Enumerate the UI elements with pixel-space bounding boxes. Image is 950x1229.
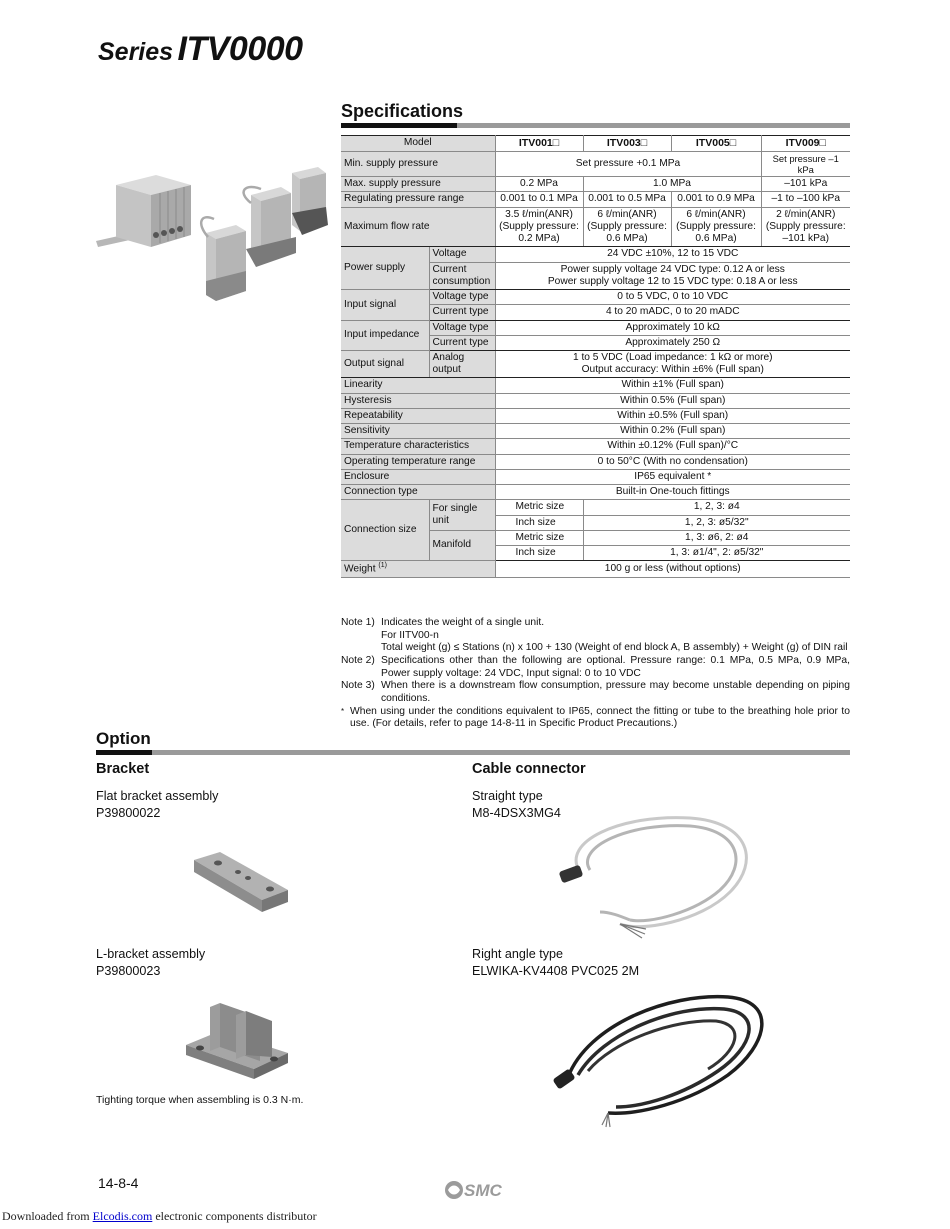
bracket-heading: Bracket [96, 761, 150, 777]
table-row [341, 408, 850, 423]
right-angle-cable-image [548, 985, 770, 1130]
output-signal-value [495, 350, 850, 377]
conn-type-label: Connection type [341, 485, 495, 500]
reg-range-value-001: 0.001 to 0.1 MPa [495, 192, 583, 207]
straight-cable-image [550, 812, 755, 942]
l-bracket-code: P39800023 [96, 963, 161, 978]
current-consumption-value [495, 262, 850, 289]
current-consumption-label-line: Current [432, 263, 467, 275]
specifications-heading-rule [341, 123, 850, 128]
table-row [341, 393, 850, 408]
table-row [341, 290, 850, 305]
reg-range-value-003: 0.001 to 0.5 MPa [583, 192, 671, 207]
analog-output-label-line: Analog [432, 351, 465, 363]
temp-char-label: Temperature characteristics [341, 439, 495, 454]
flat-bracket-image [190, 850, 292, 916]
enclosure-value: IP65 equivalent * [495, 469, 850, 484]
single-unit-label [429, 500, 495, 530]
repeatability-label: Repeatability [341, 408, 495, 423]
min-supply-label: Min. supply pressure [341, 151, 495, 177]
note-3-text: When there is a downstream flow consumption, pressure may become unstable depending on piping conditions. [381, 680, 850, 704]
l-bracket-item [96, 946, 205, 979]
table-row [341, 350, 850, 377]
max-flow-value-005 [671, 207, 761, 247]
col-itv001: ITV001□ [495, 136, 583, 152]
input-signal-voltage-value: 0 to 5 VDC, 0 to 10 VDC [495, 290, 850, 305]
note-2-label: Note 2) [341, 654, 375, 666]
note-3-label: Note 3) [341, 680, 375, 692]
sensitivity-value: Within 0.2% (Full span) [495, 424, 850, 439]
table-row [341, 192, 850, 207]
note-1-line: Total weight (g) ≤ Stations (n) x 100 + 130 (Weight of end block A, B assembly) + Weight (g) of DIN rail [381, 642, 848, 654]
table-row [341, 320, 850, 335]
straight-cable-item [472, 788, 561, 821]
max-flow-value-009 [761, 207, 850, 247]
input-signal-label: Input signal [341, 290, 429, 320]
single-metric-label: Metric size [495, 500, 583, 515]
manifold-inch-value: 1, 3: ø1/4", 2: ø5/32" [583, 546, 850, 561]
max-flow-label: Maximum flow rate [341, 207, 495, 247]
max-supply-label: Max. supply pressure [341, 177, 495, 192]
footer-downloaded-from: Downloaded from [2, 1209, 90, 1223]
right-angle-cable-code: ELWIKA-KV4408 PVC025 2M [472, 963, 640, 978]
max-flow-value-001 [495, 207, 583, 247]
max-flow-009-line: (Supply pressure: [765, 220, 846, 232]
temp-char-value: Within ±0.12% (Full span)/°C [495, 439, 850, 454]
manifold-label: Manifold [429, 530, 495, 560]
straight-cable-code: M8-4DSX3MG4 [472, 805, 561, 820]
flat-bracket-item [96, 788, 218, 821]
input-impedance-label: Input impedance [341, 320, 429, 350]
enclosure-label: Enclosure [341, 469, 495, 484]
option-heading: Option [96, 729, 151, 748]
conn-size-label: Connection size [341, 500, 429, 561]
product-photo [96, 163, 331, 308]
note-asterisk [341, 706, 850, 731]
weight-label [341, 561, 495, 578]
note-1-line: Indicates the weight of a single unit. [381, 617, 545, 628]
max-supply-value-009: –101 kPa [761, 177, 850, 192]
min-supply-value: Set pressure +0.1 MPa [495, 151, 761, 177]
manifold-metric-label: Metric size [495, 530, 583, 545]
input-impedance-current-value: Approximately 250 Ω [495, 335, 850, 350]
current-consumption-line: Power supply voltage 12 to 15 VDC type: 0.18 A or less [547, 275, 798, 287]
table-row [341, 207, 850, 247]
single-unit-label-line: unit [432, 515, 449, 527]
svg-text:SMC: SMC [464, 1181, 502, 1200]
reg-range-label: Regulating pressure range [341, 192, 495, 207]
table-row [341, 439, 850, 454]
power-supply-label: Power supply [341, 247, 429, 290]
input-impedance-voltage-value: Approximately 10 kΩ [495, 320, 850, 335]
note-3 [341, 680, 850, 705]
weight-value: 100 g or less (without options) [495, 561, 850, 578]
table-row [341, 485, 850, 500]
weight-note-ref: (1) [378, 562, 387, 570]
col-itv009: ITV009□ [761, 136, 850, 152]
flat-bracket-code: P39800022 [96, 805, 161, 820]
current-consumption-line: Power supply voltage 24 VDC type: 0.12 A or less [560, 263, 785, 275]
model-header: Model [341, 136, 495, 152]
output-signal-line: Output accuracy: Within ±6% (Full span) [581, 364, 764, 376]
weight-label-text: Weight [344, 563, 376, 575]
min-supply-value-009: Set pressure –1 kPa [761, 151, 850, 177]
col-itv003: ITV003□ [583, 136, 671, 152]
smc-logo [444, 1179, 506, 1201]
note-1-label: Note 1) [341, 617, 375, 628]
output-signal-line: 1 to 5 VDC (Load impedance: 1 kΩ or more) [572, 351, 773, 363]
col-itv005: ITV005□ [671, 136, 761, 152]
max-flow-001-line: (Supply pressure: [499, 220, 579, 232]
flat-bracket-name: Flat bracket assembly [96, 789, 219, 803]
current-consumption-label [429, 262, 495, 289]
linearity-label: Linearity [341, 378, 495, 393]
download-footer [2, 1209, 317, 1224]
torque-note: Tighting torque when assembling is 0.3 N·m. [96, 1094, 304, 1106]
max-flow-005-line: 6 ℓ/min(ANR) [686, 208, 746, 220]
max-flow-value-003 [583, 207, 671, 247]
max-flow-001-line: 3.5 ℓ/min(ANR) [505, 208, 573, 220]
reg-range-value-009: –1 to –100 kPa [761, 192, 850, 207]
l-bracket-name: L-bracket assembly [96, 947, 206, 961]
hysteresis-label: Hysteresis [341, 393, 495, 408]
max-flow-005-line: 0.6 MPa) [695, 233, 737, 245]
table-row [341, 378, 850, 393]
reg-range-value-005: 0.001 to 0.9 MPa [671, 192, 761, 207]
single-metric-value: 1, 2, 3: ø4 [583, 500, 850, 515]
max-flow-003-line: 0.6 MPa) [606, 233, 648, 245]
note-1-line: For IITV00-n [381, 629, 439, 641]
series-code: ITV0000 [177, 30, 303, 68]
asterisk-icon: * [341, 706, 345, 716]
sensitivity-label: Sensitivity [341, 424, 495, 439]
max-supply-value-003-005: 1.0 MPa [583, 177, 761, 192]
manifold-inch-label: Inch size [495, 546, 583, 561]
max-flow-005-line: (Supply pressure: [676, 220, 756, 232]
table-row [341, 469, 850, 484]
page-number: 14-8-4 [98, 1175, 139, 1191]
analog-output-label [429, 350, 495, 377]
note-asterisk-text: When using under the conditions equivalent to IP65, connect the fitting or tube to the breathing hole prior to use. (For details, refer to page 14-8-11 in Specific Product Precautions.) [350, 705, 850, 730]
l-bracket-image [180, 995, 292, 1080]
single-unit-label-line: For single [432, 502, 478, 514]
repeatability-value: Within ±0.5% (Full span) [495, 408, 850, 423]
series-word: Series [98, 38, 174, 66]
table-row [341, 247, 850, 262]
current-consumption-label-line: consumption [432, 275, 491, 287]
single-inch-value: 1, 2, 3: ø5/32" [583, 515, 850, 530]
input-impedance-current-label: Current type [429, 335, 495, 350]
input-signal-voltage-label: Voltage type [429, 290, 495, 305]
table-row [341, 500, 850, 515]
table-row [341, 454, 850, 469]
single-inch-label: Inch size [495, 515, 583, 530]
input-signal-current-value: 4 to 20 mADC, 0 to 20 mADC [495, 305, 850, 320]
series-title [98, 30, 303, 69]
cable-connector-heading: Cable connector [472, 761, 586, 777]
output-signal-label: Output signal [341, 350, 429, 377]
table-row [341, 424, 850, 439]
hysteresis-value: Within 0.5% (Full span) [495, 393, 850, 408]
max-flow-001-line: 0.2 MPa) [518, 233, 560, 245]
right-angle-cable-name: Right angle type [472, 947, 564, 961]
max-flow-003-line: 6 ℓ/min(ANR) [597, 208, 657, 220]
note-1 [341, 617, 850, 655]
table-row [341, 151, 850, 177]
conn-type-value: Built-in One-touch fittings [495, 485, 850, 500]
manifold-metric-value: 1, 3: ø6, 2: ø4 [583, 530, 850, 545]
note-2 [341, 655, 850, 680]
table-row [341, 561, 850, 578]
table-header-row [341, 136, 850, 152]
op-temp-label: Operating temperature range [341, 454, 495, 469]
max-supply-value-001: 0.2 MPa [495, 177, 583, 192]
op-temp-value: 0 to 50°C (With no condensation) [495, 454, 850, 469]
specifications-table [341, 135, 850, 578]
elcodis-link[interactable]: Elcodis.com [92, 1209, 153, 1223]
linearity-value: Within ±1% (Full span) [495, 378, 850, 393]
footer-tail: electronic components distributor [155, 1209, 317, 1223]
voltage-label: Voltage [429, 247, 495, 262]
straight-cable-name: Straight type [472, 789, 543, 803]
specifications-heading: Specifications [341, 101, 464, 121]
max-flow-009-line: –101 kPa) [782, 233, 829, 245]
option-heading-rule [96, 750, 850, 755]
max-flow-003-line: (Supply pressure: [587, 220, 667, 232]
right-angle-cable-item [472, 946, 639, 979]
input-impedance-voltage-label: Voltage type [429, 320, 495, 335]
table-row [341, 177, 850, 192]
note-2-text: Specifications other than the following are optional. Pressure range: 0.1 MPa, 0.5 MPa, 0.9 MPa, Power supply voltage: 24 VDC, Input signal: 0 to 10 VDC [381, 654, 850, 679]
notes [341, 617, 850, 731]
voltage-value: 24 VDC ±10%, 12 to 15 VDC [495, 247, 850, 262]
max-flow-009-line: 2 ℓ/min(ANR) [776, 208, 836, 220]
input-signal-current-label: Current type [429, 305, 495, 320]
analog-output-label-line: output [432, 364, 461, 376]
